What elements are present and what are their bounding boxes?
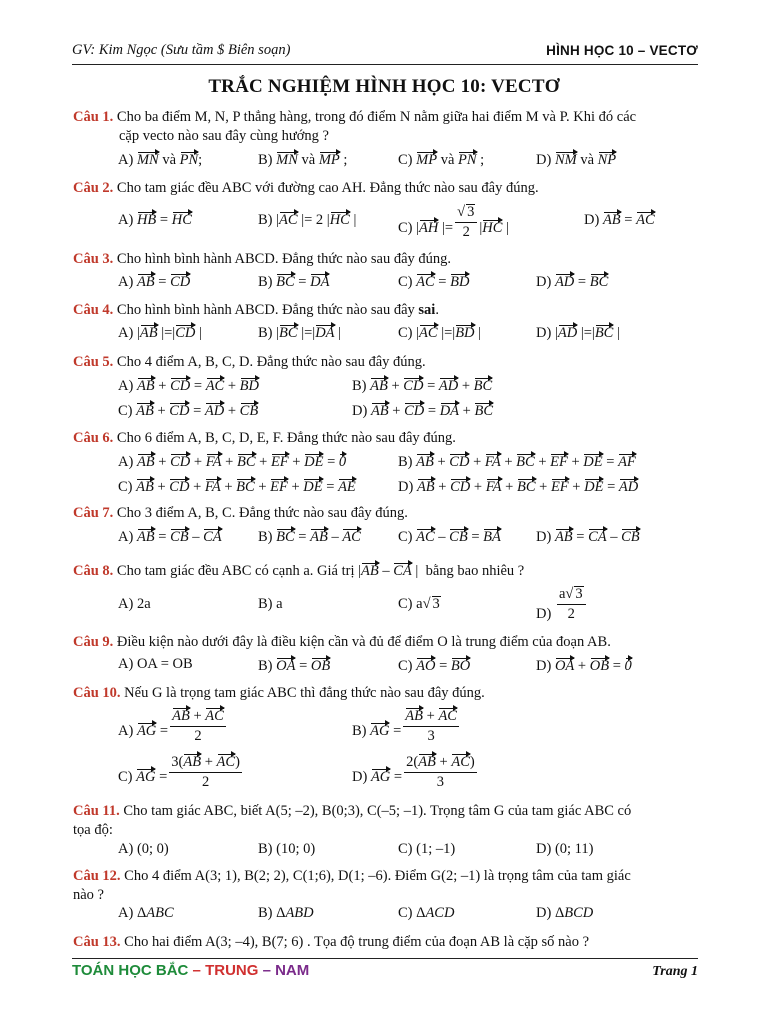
option-a[interactable]: A) AG = $\frac{AB + AC}{2}$ <box>118 708 224 744</box>
question-8: Câu 8. Cho tam giác đều ABC có cạnh a. Giá trị |AB – CA | bằng bao nhiêu ? <box>73 563 525 579</box>
option-b[interactable]: B) |AC |= 2 |HC | <box>258 212 357 228</box>
author-line: GV: Kim Ngọc (Sưu tầm $ Biên soạn) <box>72 42 291 58</box>
question-12 <box>73 867 708 905</box>
options-q6-row2 <box>118 477 728 499</box>
question-5 <box>73 353 708 372</box>
option-b[interactable]: B) BC = AB – AC <box>258 529 361 545</box>
option-c[interactable]: C) AO = BO <box>398 658 471 674</box>
option-d[interactable]: D) |AD |=|BC | <box>536 325 620 341</box>
option-a[interactable]: A) AB = CB – CA <box>118 529 222 545</box>
option-b[interactable]: B) ΔABD <box>258 905 314 921</box>
option-c[interactable]: C) AC = BD <box>398 274 470 290</box>
question-text: Cho 3 điểm A, B, C. Đẳng thức nào sau đây đúng. <box>116 505 408 521</box>
question-text: Cho 6 điểm A, B, C, D, E, F. Đẳng thức nào sau đây đúng. <box>116 430 456 446</box>
option-b[interactable]: B) OA = OB <box>258 658 331 674</box>
question-text-cont: tọa độ: <box>73 822 113 838</box>
question-3 <box>73 250 708 269</box>
page-title: TRẮC NGHIỆM HÌNH HỌC 10: VECTƠ <box>208 76 560 97</box>
option-a[interactable]: A) HB = HC <box>118 212 192 228</box>
question-text: Cho hình bình hành ABCD. Đẳng thức nào sau đây <box>116 302 419 318</box>
question-text: Cho tam giác đều ABC với đường cao AH. Đẳng thức nào sau đây đúng. <box>116 180 539 196</box>
option-d[interactable]: D) AB + CD = DA + BC <box>352 403 493 419</box>
option-c[interactable]: C) |AC |=|BD | <box>398 325 482 341</box>
options-q5-row1 <box>118 376 728 398</box>
question-text: Cho ba điểm M, N, P thẳng hàng, trong đó điểm N nằm giữa hai điểm M và P. Khi đó các <box>116 109 637 125</box>
option-d[interactable]: D) AG = $\frac{2(AB + AC)}{3}$ <box>352 754 475 790</box>
options-q11 <box>118 841 728 863</box>
option-d[interactable]: D) ΔBCD <box>536 905 594 921</box>
subject-label: HÌNH HỌC 10 – VECTƠ <box>546 43 698 58</box>
option-b[interactable]: B) MN và MP ; <box>258 152 348 168</box>
option-d[interactable]: D) OA + OB = 0 <box>536 658 632 674</box>
option-d[interactable]: D) AB = CA – CB <box>536 529 640 545</box>
option-a[interactable]: A) AB + CD = AC + BD <box>118 378 259 394</box>
question-2 <box>73 179 708 198</box>
option-a[interactable]: A) OA = OB <box>118 656 193 672</box>
question-6 <box>73 429 708 448</box>
question-text: Cho hình bình hành ABCD. Đẳng thức nào sau đây đúng. <box>116 251 452 267</box>
options-q10-row1 <box>118 706 728 748</box>
question-number: Câu 7. <box>73 505 114 521</box>
page-footer <box>72 958 698 989</box>
question-number: Câu 5. <box>73 354 114 370</box>
question-text: Cho tam giác ABC, biết A(5; –2), B(0;3), C(–5; –1). Trọng tâm G của tam giác ABC có <box>123 803 632 819</box>
option-c[interactable]: C) AC – CB = BA <box>398 529 501 545</box>
option-c[interactable]: C) ΔACD <box>398 905 455 921</box>
question-10 <box>73 684 708 703</box>
options-q12 <box>118 905 728 927</box>
question-emphasis: sai <box>418 302 436 318</box>
option-b[interactable]: B) AG = $\frac{AB + AC}{3}$ <box>352 708 457 744</box>
option-c[interactable]: C) a√ 3 <box>398 596 440 612</box>
question-7 <box>73 504 708 523</box>
question-number: Câu 6. <box>73 430 114 446</box>
option-a[interactable]: A) ΔABC <box>118 905 174 921</box>
question-number: Câu 9. <box>73 634 114 650</box>
option-c[interactable]: C) AB + CD = AD + CB <box>118 403 259 419</box>
question-text: Nếu G là trọng tam giác ABC thì đẳng thức nào sau đây đúng. <box>124 685 485 701</box>
option-a[interactable]: A) AB = CD <box>118 274 191 290</box>
options-q8 <box>118 586 728 626</box>
option-c[interactable]: C) AG = $\frac{3(AB + AC)}{2}$ <box>118 754 240 790</box>
question-1 <box>73 108 708 146</box>
options-q2 <box>118 204 728 238</box>
option-b[interactable]: B) (10; 0) <box>258 841 316 857</box>
option-b[interactable]: B) BC = DA <box>258 274 330 290</box>
question-text-cont: nào ? <box>73 887 104 903</box>
option-d[interactable]: D) AB + CD + FA + BC + EF + DE = AD <box>398 479 639 495</box>
question-text: Cho 4 điểm A, B, C, D. Đẳng thức nào sau đây đúng. <box>116 354 426 370</box>
option-a[interactable]: A) (0; 0) <box>118 841 169 857</box>
option-b[interactable]: B) AB + CD = AD + BC <box>352 378 493 394</box>
question-number: Câu 13. <box>73 934 121 950</box>
question-number: Câu 11. <box>73 803 120 819</box>
option-c[interactable]: C) MP và PN ; <box>398 152 485 168</box>
option-d[interactable]: D) AD = BC <box>536 274 609 290</box>
options-q3 <box>118 272 728 294</box>
option-a[interactable]: A) |AB |=|CD | <box>118 325 202 341</box>
options-q6-row1 <box>118 452 728 474</box>
question-11 <box>73 802 708 840</box>
question-text: Cho tam giác đều ABC có cạnh a. Giá trị <box>116 563 355 579</box>
brand-name: TOÁN HỌC BẮC – TRUNG – NAM <box>72 962 310 979</box>
question-4: Câu 4. Cho hình bình hành ABCD. Đẳng thức nào sau đây sai. <box>73 302 439 318</box>
question-number: Câu 3. <box>73 251 114 267</box>
option-b[interactable]: B) a <box>258 596 283 612</box>
question-number: Câu 10. <box>73 685 121 701</box>
option-a[interactable]: A) 2a <box>118 596 151 612</box>
option-c[interactable]: C) |AH |= $\frac{√ 3}{2}$ |HC | <box>398 204 509 240</box>
question-number: Câu 4. <box>73 302 114 318</box>
option-b[interactable]: B) |BC |=|DA | <box>258 325 342 341</box>
option-d[interactable]: D) $\frac{a√ 3}{2}$ <box>536 586 588 623</box>
question-text: Cho hai điểm A(3; –4), B(7; 6) . Tọa độ trung điểm của đoạn AB là cặp số nào ? <box>124 934 590 950</box>
option-a[interactable]: A) MN và PN; <box>118 152 203 168</box>
page-header <box>72 40 698 65</box>
options-q5-row2 <box>118 401 728 423</box>
question-text-cont: cặp vecto nào sau đây cùng hướng ? <box>119 128 329 144</box>
question-text: Điều kiện nào dưới đây là điều kiện cần và đủ để điểm O là trung điểm của đoạn AB. <box>116 634 611 650</box>
option-d[interactable]: D) NM và NP <box>536 152 617 168</box>
option-a[interactable]: A) AB + CD + FA + BC + EF + DE = 0 <box>118 454 347 470</box>
options-q9 <box>118 656 728 678</box>
options-q7 <box>118 527 728 549</box>
option-d[interactable]: D) AB = AC <box>584 212 655 228</box>
question-13 <box>73 933 708 952</box>
question-number: Câu 1. <box>73 109 114 125</box>
question-number: Câu 8. <box>73 563 114 579</box>
option-b[interactable]: B) AB + CD + FA + BC + EF + DE = AF <box>398 454 636 470</box>
question-9 <box>73 633 708 652</box>
question-number: Câu 2. <box>73 180 114 196</box>
page-number: Trang 1 <box>652 964 698 979</box>
options-q10-row2 <box>118 752 728 794</box>
option-c[interactable]: C) (1; –1) <box>398 841 456 857</box>
option-c[interactable]: C) AB + CD + FA + BC + EF + DE = AE <box>118 479 356 495</box>
question-text: Cho 4 điểm A(3; 1), B(2; 2), C(1;6), D(1; –6). Điểm G(2; –1) là trọng tâm của tam giác <box>124 868 631 884</box>
options-q4 <box>118 323 728 345</box>
question-number: Câu 12. <box>73 868 121 884</box>
option-d[interactable]: D) (0; 11) <box>536 841 594 857</box>
options-q1 <box>118 150 728 172</box>
